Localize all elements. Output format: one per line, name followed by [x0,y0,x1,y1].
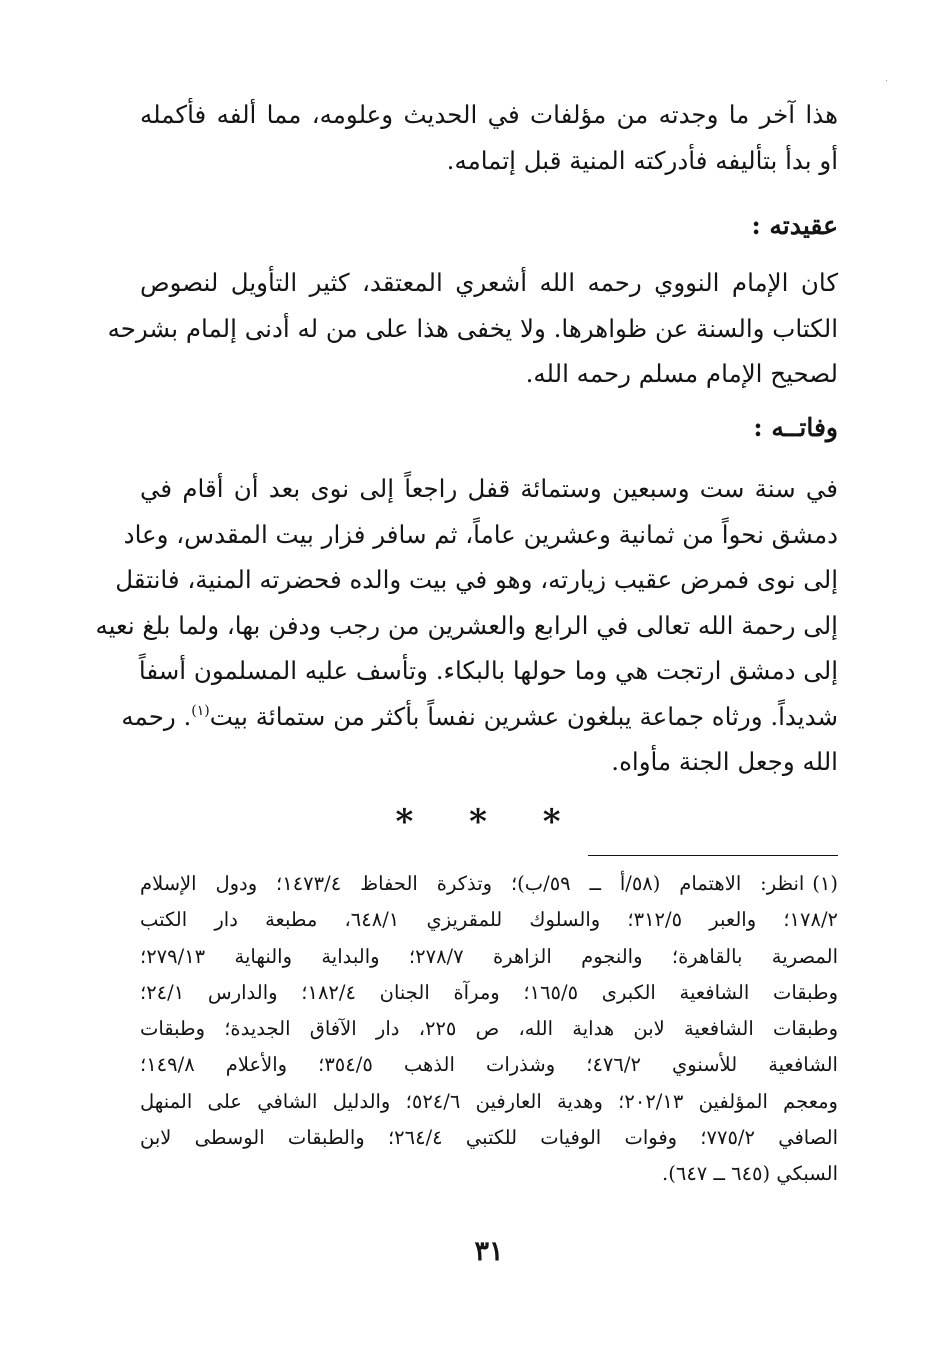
text-line: كان الإمام النووي رحمه الله أشعري المعتقد، كثير التأويل لنصوص [140,268,838,297]
aqeedah-paragraph [107,260,838,397]
text-line: دمشق نحواً من ثمانية وعشرين عاماً، ثم سافر فزار بيت المقدس، وعاد [123,519,838,549]
page-number: ٣١ [474,1236,504,1267]
text-line: في سنة ست وسبعين وستمائة قفل راجعاً إلى نوى بعد أن أقام في [140,474,838,503]
text-line: لصحيح الإمام مسلم رحمه الله. [525,359,838,388]
text-line: إلى نوى فمرض عقيب زيارته، وهو في بيت والده فحضرته المنية، فانتقل [115,565,838,594]
section-separator: * * * [395,802,583,842]
scan-speck [886,80,887,81]
aqeedah-heading: عقيدته : [751,211,838,240]
footnote-line: ومعجم المؤلفين ٢٠٢/١٣؛ وهدية العارفين ٥٢٤/٦؛ والدليل الشافي على المنهل [140,1089,838,1113]
footnote [140,866,838,1193]
footnote-line: الصافي ٧٧٥/٢؛ وفوات الوفيات للكتبي ٢٦٤/٤؛ والطبقات الوسطى لابن [140,1126,838,1150]
text-line: أو بدأ بتأليفه فأدركته المنية قبل إتمامه. [446,145,838,175]
text-line: إلى دمشق ارتجت هي وما حولها بالبكاء. وتأسف عليه المسلمون أسفاً [138,656,838,685]
text-line: الله وجعل الجنة مأواه. [611,747,838,776]
footnote-line: المصرية بالقاهرة؛ والنجوم الزاهرة ٢٧٨/٧؛ والبداية والنهاية ٢٧٩/١٣؛ [140,944,838,968]
book-page [95,86,838,1286]
footnote-line [140,866,838,902]
footnote-line: وطبقات الشافعية لابن هداية الله، ص ٢٢٥، دار الآفاق الجديدة؛ وطبقات [140,1017,838,1041]
text-line: هذا آخر ما وجدته من مؤلفات في الحديث وعلومه، مما ألفه فأكمله [140,100,838,129]
footnote-line: ١٧٨/٢؛ والعبر ٣١٢/٥؛ والسلوك للمقريزي ٦٤٨/١، مطبعة دار الكتب [140,908,838,932]
death-paragraph [95,466,838,785]
death-heading: وفاتــه : [753,413,838,442]
text-line: إلى رحمة الله تعالى في الرابع والعشرين من رجب ودفن بها، ولما بلغ نعيه [95,610,838,640]
footnote-divider [588,855,838,856]
intro-paragraph [140,92,838,183]
text-segment: . رحمه [121,701,192,731]
footnote-marker: (١) [812,872,838,895]
footnote-text: انظر: الاهتمام (٥٨/أ ــ ٥٩/ب)؛ وتذكرة الحفاظ ١٤٧٣/٤؛ ودول الإسلام [140,872,805,895]
footnote-line: السبكي (٦٤٥ ــ ٦٤٧). [662,1162,838,1186]
footnote-reference[interactable]: (١) [191,702,210,719]
text-segment: شديداً. ورثاه جماعة يبلغون عشرين نفساً بأكثر من ستمائة بيت [209,701,838,731]
text-line: الكتاب والسنة عن ظواهرها. ولا يخفى هذا على من له أدنى إلمام بشرحه [107,313,838,343]
footnote-line: الشافعية للأسنوي ٤٧٦/٢؛ وشذرات الذهب ٣٥٤/٥؛ والأعلام ١٤٩/٨؛ [140,1053,838,1077]
text-line [121,694,838,740]
footnote-line: وطبقات الشافعية الكبرى ١٦٥/٥؛ ومرآة الجنان ١٨٢/٤؛ والدارس ٢٤/١؛ [140,980,838,1004]
